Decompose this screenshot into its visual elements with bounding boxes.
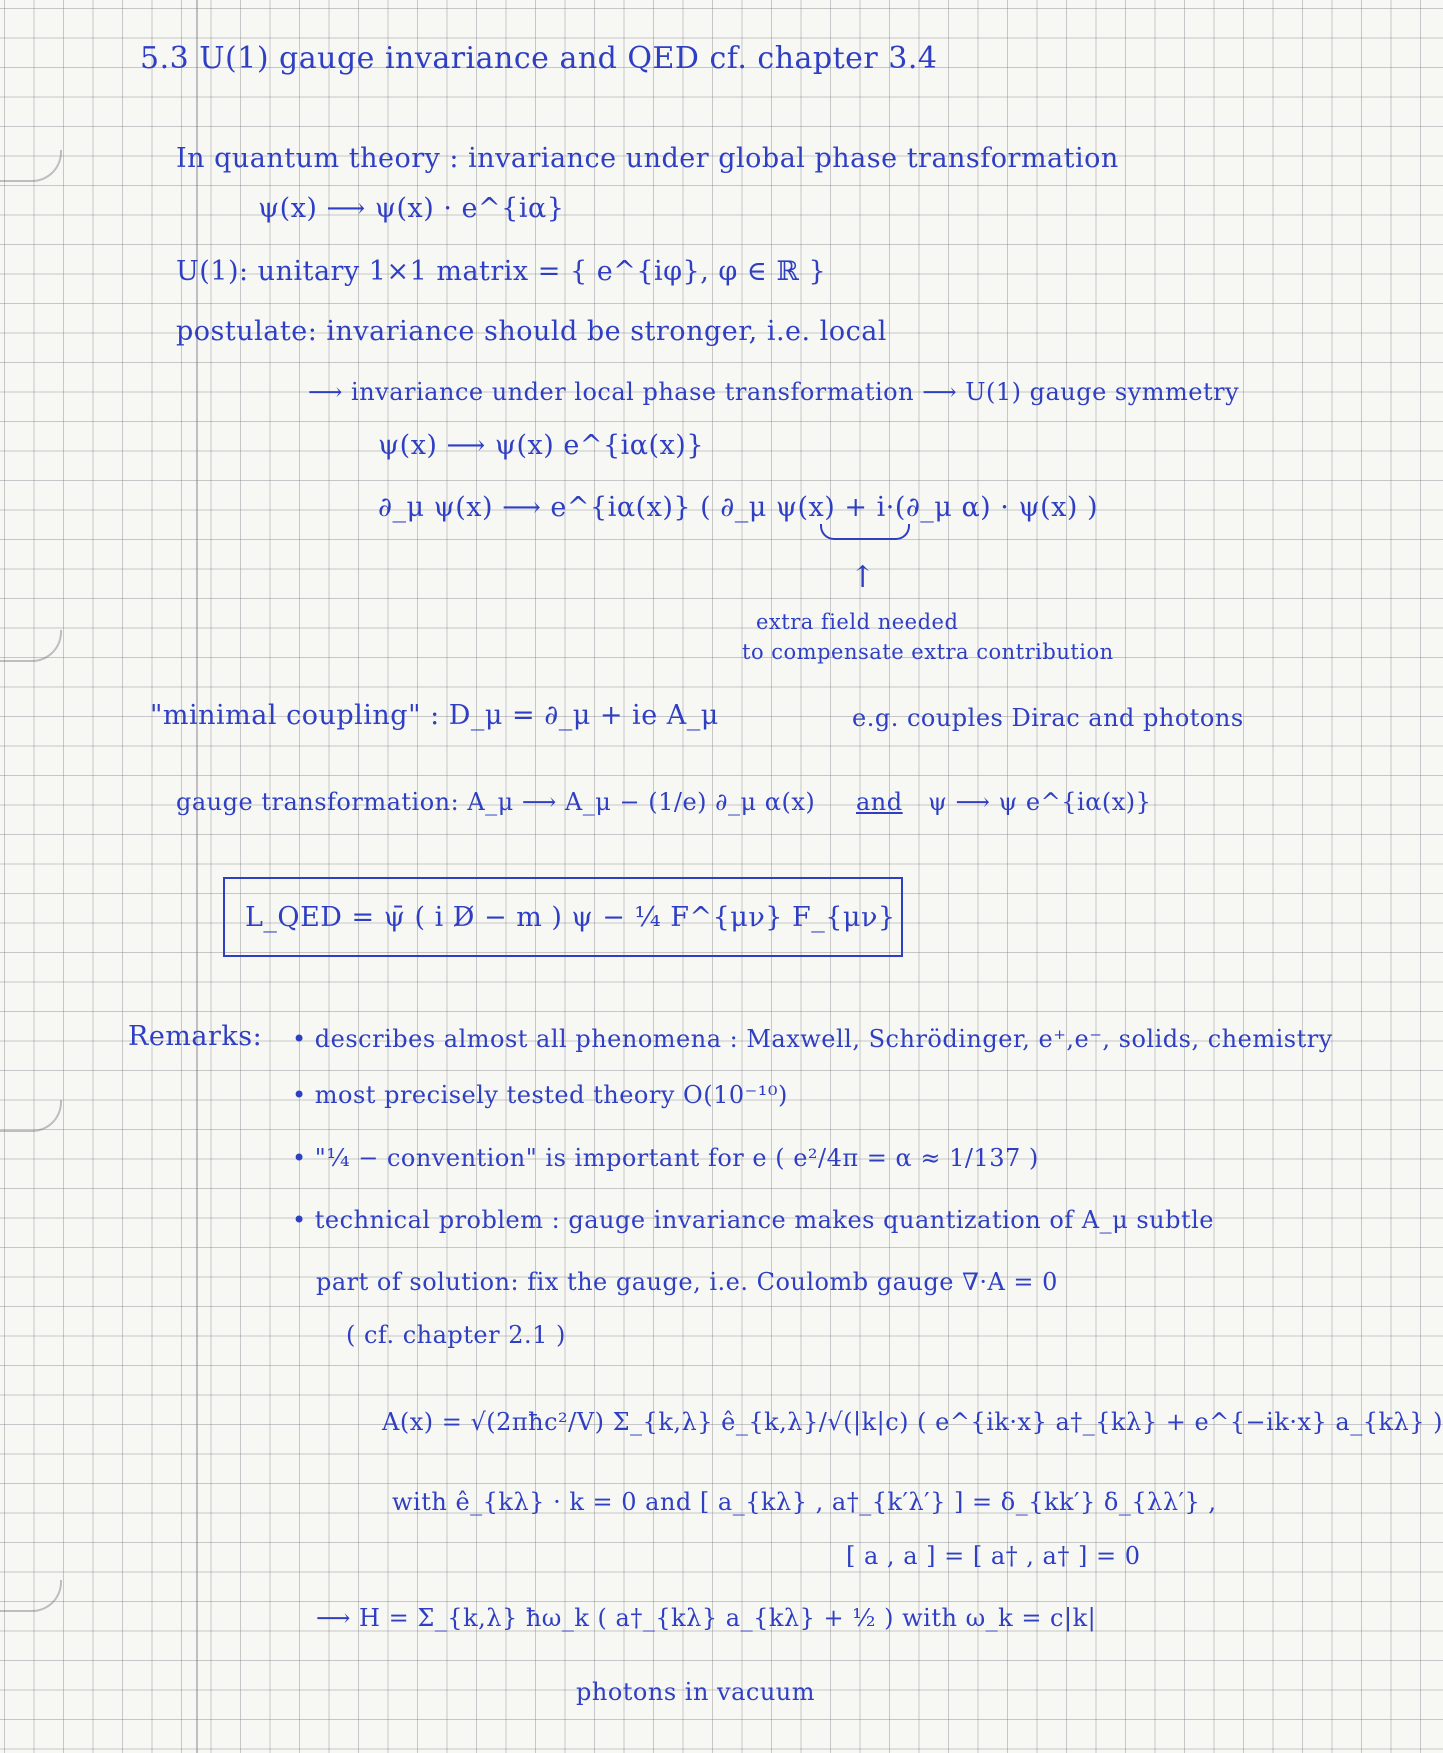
punch-hole [0, 1100, 62, 1132]
lagrangian-qed: L_QED = ψ̄ ( i D̸ − m ) ψ − ¼ F^{μν} F_{μν} [245, 902, 896, 933]
couples-note: e.g. couples Dirac and photons [852, 704, 1244, 732]
remark-1: • describes almost all phenomena : Maxwell, Schrödinger, e⁺,e⁻, solids, chemistry [292, 1025, 1333, 1053]
extra-field-note-2: to compensate extra contribution [742, 640, 1114, 664]
with-line: with ê_{kλ} · k = 0 and [ a_{kλ} , a†_{k′λ′} ] = δ_{kk′} δ_{λλ′} , [392, 1488, 1217, 1516]
gauge-psi: ψ ⟶ ψ e^{iα(x)} [928, 788, 1152, 816]
punch-hole [0, 1580, 62, 1612]
global-transform: ψ(x) ⟶ ψ(x) · e^{iα} [258, 193, 565, 224]
section-title: 5.3 U(1) gauge invariance and QED cf. chapter 3.4 [140, 41, 938, 76]
underbrace [820, 524, 910, 540]
punch-hole [0, 150, 62, 182]
remarks-label: Remarks: [128, 1021, 263, 1052]
punch-hole [0, 630, 62, 662]
vector-potential: A(x) = √(2πħc²/V) Σ_{k,λ} ê_{k,λ}/√(|k|c) ( e^{ik·x} a†_{kλ} + e^{−ik·x} a_{kλ} ) [382, 1408, 1443, 1436]
extra-field-note: extra field needed [756, 610, 959, 634]
local-transform: ψ(x) ⟶ ψ(x) e^{iα(x)} [378, 430, 705, 461]
gauge-transformation: gauge transformation: A_μ ⟶ A_μ − (1/e) ∂_μ α(x) [176, 788, 816, 816]
local-arrow-line: ⟶ invariance under local phase transformation ⟶ U(1) gauge symmetry [308, 378, 1240, 406]
postulate-line: postulate: invariance should be stronger, i.e. local [176, 316, 887, 347]
remark-3: • "¼ − convention" is important for e ( e²/4π = α ≈ 1/137 ) [292, 1144, 1039, 1172]
commutator-line: [ a , a ] = [ a† , a† ] = 0 [846, 1542, 1141, 1570]
remark-2: • most precisely tested theory O(10⁻¹⁰) [292, 1081, 788, 1109]
u1-definition: U(1): unitary 1×1 matrix = { e^{iφ}, φ ∈ ℝ } [176, 256, 827, 287]
remark-4: • technical problem : gauge invariance makes quantization of A_μ subtle [292, 1206, 1215, 1234]
minimal-coupling: "minimal coupling" : D_μ = ∂_μ + ie A_μ [150, 700, 719, 731]
intro-line: In quantum theory : invariance under global phase transformation [176, 143, 1119, 174]
arrow-up-icon: ↑ [850, 560, 876, 595]
remark-4c: ( cf. chapter 2.1 ) [346, 1321, 566, 1349]
remark-4b: part of solution: fix the gauge, i.e. Coulomb gauge ∇·A = 0 [316, 1268, 1058, 1296]
gauge-and: and [856, 788, 903, 816]
derivative-transform: ∂_μ ψ(x) ⟶ e^{iα(x)} ( ∂_μ ψ(x) + i·(∂_μ α) · ψ(x) ) [378, 492, 1099, 523]
photons-in-vacuum: photons in vacuum [576, 1678, 816, 1706]
hamiltonian: ⟶ H = Σ_{k,λ} ħω_k ( a†_{kλ} a_{kλ} + ½ ) with ω_k = c|k| [316, 1604, 1097, 1632]
